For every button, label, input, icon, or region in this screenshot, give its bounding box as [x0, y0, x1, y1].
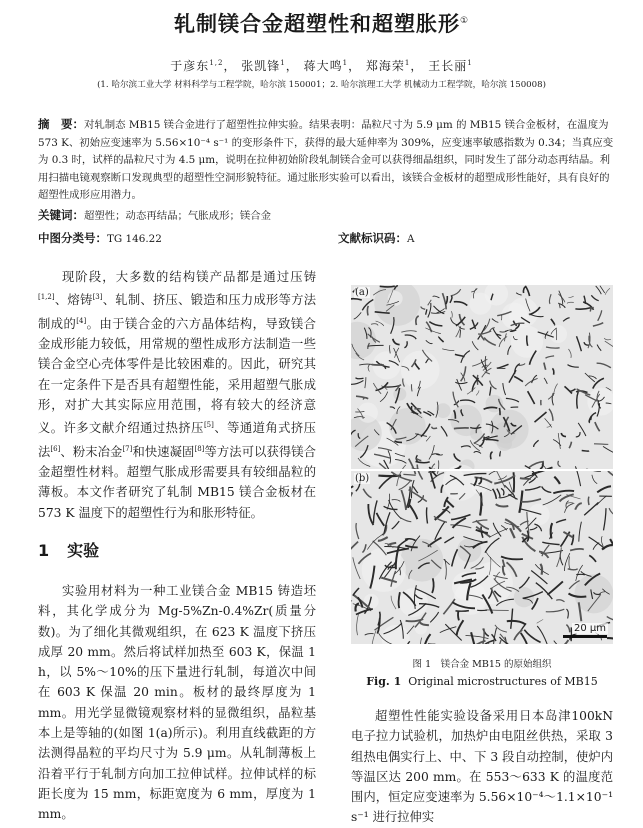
- scale-bar: [563, 635, 607, 638]
- experiment-paragraph: 实验用材料为一种工业镁合金 MB15 铸造坯料，其化学成分为 Mg-5%Zn-0.4%Zr(质量分数)。为了细化其微观组织，在 623 K 温度下挤压成厚 20 mm。然后将试样加热至 603 K，保温 1 h，以 5%～10%的压下量进行轧制，每道次中间在 603 K 保温 20 min。板材的最终厚度为 1 mm。用光学显微镜观察材料的显微组织，晶粒基本上是等轴的(如图 1(a)所示)。利用直线截距的方法测得晶粒的平均尺寸为 5.9 μm。从轧制薄板上沿着平行于轧制方向加工拉伸试样。拉伸试样的标距长度为 15 mm，标距宽度为 6 mm，厚度为 1 mm。: [38, 584, 316, 822]
- citation: [6]: [50, 444, 61, 453]
- document-code: [338, 230, 415, 246]
- micrograph-figure: [351, 285, 613, 644]
- abstract-text: 对轧制态 MB15 镁合金进行了超塑性拉伸实验。结果表明：晶粒尺寸为 5.9 μm 的 MB15 镁合金板材，在温度为 573 K、初始应变速率为 5.56×10⁻⁴ s⁻¹ 的变形条件下，获得的最大延伸率为 309%，应变速率敏感指数为 0.34；当真应变为 0.3 时，试样的晶粒尺寸为 4.5 μm，说明在拉伸初始阶段轧制镁合金可以获得细晶组织，同时发生了部分动态再结晶。利用扫描电镜观察断口发现典型的超塑性空洞形貌特征。通过胀形实验可以看出，该镁合金板材的超塑成形性能好，具有良好的超塑性成形应用潜力。: [38, 119, 614, 201]
- author: 郑海荣: [365, 59, 405, 73]
- keywords-label: 关键词：: [38, 208, 84, 222]
- panel-label-b: (b): [355, 473, 370, 484]
- intro-text: 、等通道角式挤压法: [38, 421, 316, 459]
- figure-caption-en: [351, 675, 613, 688]
- intro-text: 、轧制、挤压、锻造和压力成形等方法制成的: [38, 293, 316, 331]
- section-heading: [38, 538, 99, 561]
- citation: [5]: [203, 421, 214, 430]
- author: 王长丽: [428, 59, 468, 73]
- classification-line: [38, 230, 614, 246]
- doc-code-label: 文献标识码：: [338, 231, 407, 245]
- intro-text: 。由于镁合金的六方晶体结构，导致镁合金成形能力较低，用常规的塑性成形方法制造一些镁合金空心壳体零件是比较困难的。因此，研究其在一定条件下是否具有超塑性能，采用超塑气胀成形，对扩大其实际应用范围，将有较大的经济意义。许多文献介绍通过热挤压: [38, 316, 316, 436]
- intro-text: 现阶段，大多数的结构镁产品都是通过压铸: [62, 270, 316, 284]
- section-number: 1: [38, 541, 50, 560]
- citation: [1,2]: [38, 293, 55, 302]
- affiliation: (1. 哈尔滨工业大学 材料科学与工程学院，哈尔滨 150001；2. 哈尔滨理工大学 机械动力工程学院，哈尔滨 150008): [97, 80, 546, 90]
- intro-text: 等方法可以获得镁合金超塑性材料。超塑气胀成形需要具有较细晶粒的薄板。本文作者研究了轧制 MB15 镁合金板材在 573 K 温度下的超塑性行为和胀形特征。: [38, 444, 316, 520]
- clc-label: 中图分类号：: [38, 231, 107, 245]
- citation: [8]: [194, 444, 205, 453]
- citation: [3]: [92, 293, 103, 302]
- keywords-text: 超塑性；动态再结晶；气胀成形；镁合金: [84, 210, 272, 222]
- keywords: [38, 207, 271, 223]
- figure-caption-label: Fig. 1: [366, 675, 402, 688]
- section-title: 实验: [67, 541, 100, 560]
- intro-text: 和快速凝固: [132, 444, 195, 459]
- figure-caption-text: Original microstructures of MB15: [408, 675, 598, 688]
- author: 张凯锋: [241, 59, 281, 73]
- intro-text: 、熔铸: [54, 293, 93, 308]
- panel-label-a: (a): [355, 287, 369, 298]
- abstract-label: 摘 要：: [38, 117, 84, 131]
- clc-value: TG 146.22: [107, 233, 162, 245]
- micrograph-image: [351, 285, 613, 644]
- doc-code-value: A: [407, 233, 415, 245]
- scale-bar-label: 20 μm: [573, 623, 606, 634]
- right-paragraph: 超塑性性能实验设备采用日本岛津100kN电子拉力试验机，加热炉由电阻丝供热，采取 3 组热电偶实行上、中、下 3 段自动控制，使炉内等温区达 200 mm。在 553～633 K 的温度范围内，恒定应变速率为 5.56×10⁻⁴～1.1×10⁻¹ s⁻¹ 进行拉伸实: [351, 709, 613, 825]
- abstract: [38, 116, 614, 205]
- author-list: 于彦东$^{1,2}$， 张凯锋$^1$， 蒋大鸣$^1$， 郑海荣$^1$， 王长丽$^1$: [170, 59, 473, 73]
- figure-caption-cn: 图 1 镁合金 MB15 的原始组织: [412, 659, 552, 670]
- author: 蒋大鸣: [303, 59, 343, 73]
- citation: [7]: [122, 444, 133, 453]
- citation: [4]: [76, 316, 87, 325]
- intro-paragraph: [38, 267, 316, 523]
- title-footnote-mark: ①: [459, 16, 470, 26]
- author: 于彦东: [170, 59, 210, 73]
- paper-title: 轧制镁合金超塑性和超塑胀形①: [173, 12, 470, 36]
- intro-text: 、粉末冶金: [60, 444, 123, 459]
